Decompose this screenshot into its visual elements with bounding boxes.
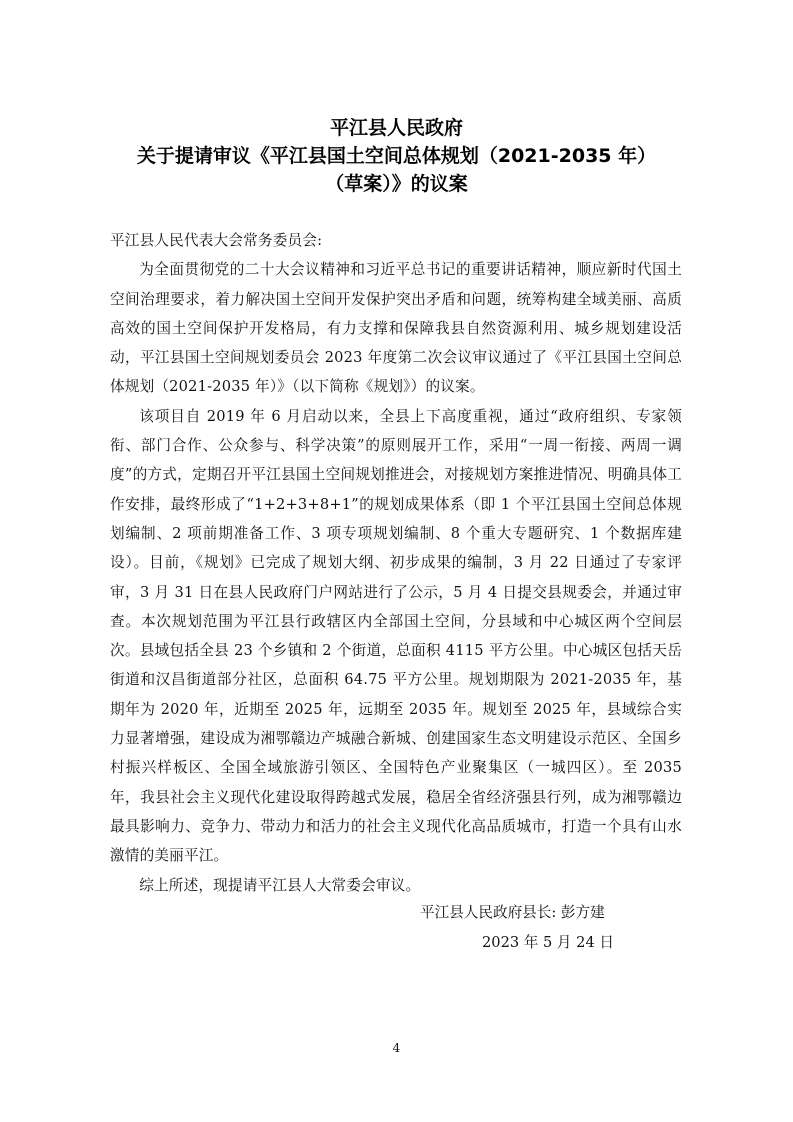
paragraph-conclusion: 综上所述，现提请平江县人大常委会审议。 [139,876,421,894]
paragraph-project-details: 该项目自 2019 年 6 月启动以来，全县上下高度重视，通过“政府组织、专家领衔、部门合作、公众参与、科学决策”的原则展开工作，采用“一周一衔接、两周一调度”的方式，定期召开平江县国土空间规划推进会，对接规划方案推进情况、明确具体工作安排，最终形成了“1+2+3+8+1”的规划成果体系（即 1 个平江县国土空间总体规划编制、2 项前期准备工作、3 项专项规划编制、8 个重大专题研究、1 个数据库建设）。目前，《规划》已完成了规划大纲、初步成果的编制，3 月 22 日通过了专家评审，3 月 31 日在县人民政府门户网站进行了公示，5 月 4 日提交县规委会，并通过审查。本次规划范围为平江县行政辖区内全部国土空间，分县域和中心城区两个空间层次。县域包括全县 23 个乡镇和 2 个街道，总面积 4115 平方公里。中心城区包括天岳街道和汉昌街道部分社区，总面积 64.75 平方公里。规划期限为 2021-2035 年，基期年为 2020 年，近期至 2025 年，远期至 2035 年。规划至 2025 年，县域综合实力显著增强，建设成为湘鄂赣边产城融合新城、创建国家生态文明建设示范区、全国乡村振兴样板区、全国全域旅游引领区、全国特色产业聚集区（一城四区）。至 2035 年，我县社会主义现代化建设取得跨越式发展，稳居全省经济强县行列，成为湘鄂赣边最具影响力、竞争力、带动力和活力的社会主义现代化高品质城市，打造一个具有山水激情的美丽平江。 [110,407,682,865]
paragraph-intro: 为全面贯彻党的二十大会议精神和习近平总书记的重要讲话精神，顺应新时代国土空间治理要求，着力解决国土空间开发保护突出矛盾和问题，统筹构建全域美丽、高质高效的国土空间保护开发格局，有力支撑和保障我县自然资源利用、城乡规划建设活动，平江县国土空间规划委员会 2023 年度第二次会议审议通过了《平江县国土空间总体规划（2021-2035 年）》（以下简称《规划》）的议案。 [110,261,682,396]
document-title [0,114,793,198]
title-line-2: 关于提请审议《平江县国土空间总体规划（2021-2035 年） [136,145,657,167]
document-body [110,226,682,900]
title-line-3: （草案）》的议案 [325,173,468,195]
page-number: 4 [392,1041,401,1055]
title-line-1: 平江县人民政府 [329,117,463,139]
signature-date: 2023 年 5 月 24 日 [482,934,614,951]
salutation: 平江县人民代表大会常务委员会: [110,232,323,249]
signature: 平江县人民政府县长: 彭方建 [420,904,605,921]
